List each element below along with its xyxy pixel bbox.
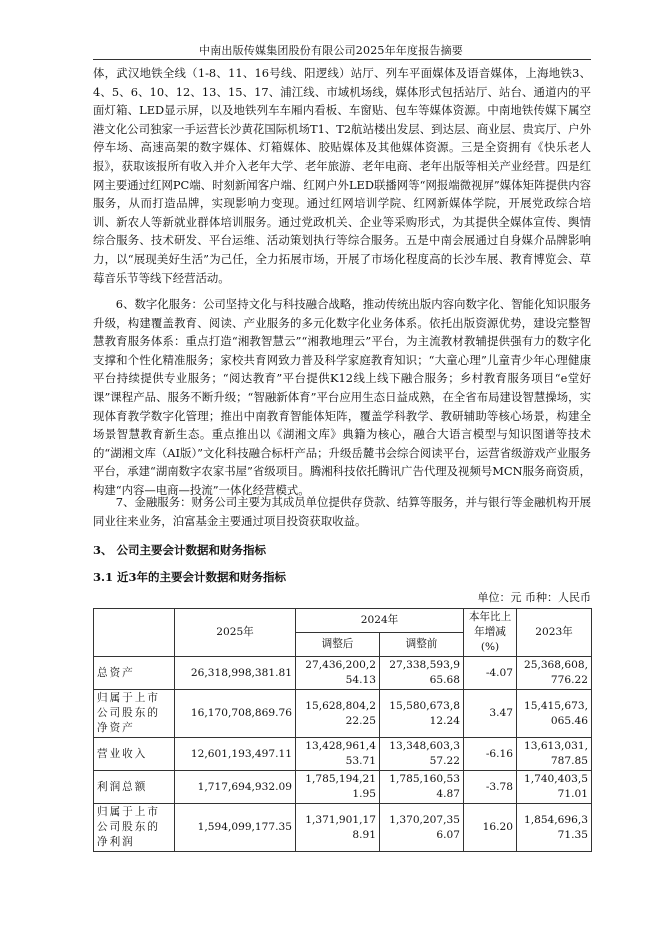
table-row xyxy=(94,657,592,690)
cell-2024-adjusted: 15,628,804,222.25 xyxy=(296,690,380,738)
table-row xyxy=(94,771,592,804)
header-2025: 2025年 xyxy=(175,609,296,657)
financial-indicators-table xyxy=(93,608,592,852)
cell-2025: 1,717,694,932.09 xyxy=(175,771,296,804)
cell-2025: 16,170,708,869.76 xyxy=(175,690,296,738)
header-2023: 2023年 xyxy=(517,609,592,657)
cell-2025: 1,594,099,177.35 xyxy=(175,804,296,852)
row-label: 归属于上市公司股东的净资产 xyxy=(94,690,175,738)
cell-yoy: 3.47 xyxy=(464,690,517,738)
subsection-title: 3.1 近3年的主要会计数据和财务指标 xyxy=(93,570,287,584)
row-label: 营业收入 xyxy=(94,738,175,771)
cell-yoy: -6.16 xyxy=(464,738,517,771)
unit-currency-label: 单位：元 币种：人民币 xyxy=(477,591,591,604)
cell-2023: 1,740,403,571.01 xyxy=(517,771,592,804)
cell-2024-adjusted: 1,785,194,211.95 xyxy=(296,771,380,804)
cell-2024-adjusted: 1,371,901,178.91 xyxy=(296,804,380,852)
header-blank-cell xyxy=(94,609,175,657)
row-label: 利润总额 xyxy=(94,771,175,804)
page-header-title: 中南出版传媒集团股份有限公司2025年年度报告摘要 xyxy=(199,44,463,57)
cell-yoy: -4.07 xyxy=(464,657,517,690)
cell-2024-before: 15,580,673,812.24 xyxy=(380,690,464,738)
table-header-row xyxy=(94,609,592,633)
paragraph-digital-services: 6、数字化服务：公司坚持文化与科技融合战略，推动传统出版内容向数字化、智能化知识服务升级，构建覆盖教育、阅读、产业服务的多元化数字化业务体系。依托出版资源优势，建设完整智慧教育服务体系：重点打造“湘教智慧云”“湘教地理云”平台，为主流教材教辅提供强有力的数字化支撑和个性化精准服务；家校共育网致力普及科学家庭教育知识；“大童心理”儿童青少年心理健康平台持续提供专业服务；“阅达教育”平台提供K12线上线下融合服务；乡村教育服务项目“e堂好课”课程产品、服务不断升级；“智融新体育”平台应用生态日益成熟，在全省布局建设智慧操场，实现体育教学数字化管理；推出中南教育智能体矩阵，覆盖学科教学、教研辅助等核心场景，构建全场景智慧教育新生态。重点推出以《湖湘文库》典籍为核心，融合大语言模型与知识图谱等技术的“湖湘文库（AI版）”文化科技融合标杆产品；升级岳麓书会综合阅读平台，运营省级游戏产业服务平台，承建“湖南数字农家书屋”省级项目。腾湘科技依托腾讯广告代理及视频号MCN服务商资质，构建“内容—电商—投流”一体化经营模式。 xyxy=(93,297,591,497)
paragraph-financial-services: 7、金融服务：财务公司主要为其成员单位提供存贷款、结算等服务，并与银行等金融机构开展同业往来业务，泊富基金主要通过项目投资获取收益。 xyxy=(93,495,591,528)
header-divider xyxy=(93,59,591,60)
cell-yoy: -3.78 xyxy=(464,771,517,804)
header-2024: 2024年 xyxy=(296,609,464,633)
header-before-adjustment: 调整前 xyxy=(380,633,464,657)
cell-2024-adjusted: 27,436,200,254.13 xyxy=(296,657,380,690)
paragraph-media-resources: 体，武汉地铁全线（1-8、11、16号线、阳逻线）站厅、列车平面媒体及语音媒体，上海地铁3、4、5、6、10、12、13、15、17、浦江线、市域机场线，媒体形式包括站厅、站台、通道内的平面灯箱、LED显示屏，以及地铁列车车厢内看板、车窗贴、包车等媒体资源。中南地铁传媒下属空港文化公司独家一手运营长沙黄花国际机场T1、T2航站楼出发层、到达层、商业层、贵宾厅、户外停车场、高速高架的数字媒体、灯箱媒体、胶贴媒体及其他媒体资源。三是全资拥有《快乐老人报》，获取该报所有收入并介入老年大学、老年旅游、老年电商、老年出版等相关产业经营。四是红网主要通过红网PC端、时刻新闻客户端、红网户外LED联播网等“网报端微视屏”媒体矩阵提供内容服务，从而打造品牌，实现影响力变现。通过红网培训学院、红网新媒体学院，开展党政综合培训、新农人等新就业群体培训服务。通过党政机关、企业等采购形式，为其提供全媒体宣传、舆情综合服务、技术研发、平台运维、活动策划执行等综合服务。五是中南会展通过自身媒介品牌影响力，以“展现美好生活”为己任，全力拓展市场，开展了市场化程度高的长沙车展、教育博览会、草莓音乐节等线下经营活动。 xyxy=(93,66,591,285)
header-yoy-change: 本年比上年增减(%) xyxy=(464,609,517,657)
cell-2025: 26,318,998,381.81 xyxy=(175,657,296,690)
table-row xyxy=(94,804,592,852)
header-adjusted: 调整后 xyxy=(296,633,380,657)
row-label: 归属于上市公司股东的净利润 xyxy=(94,804,175,852)
cell-2023: 1,854,696,371.35 xyxy=(517,804,592,852)
cell-2025: 12,601,193,497.11 xyxy=(175,738,296,771)
cell-2023: 25,368,608,776.22 xyxy=(517,657,592,690)
cell-yoy: 16.20 xyxy=(464,804,517,852)
row-label: 总资产 xyxy=(94,657,175,690)
cell-2024-before: 1,785,160,534.87 xyxy=(380,771,464,804)
cell-2024-before: 13,348,603,357.22 xyxy=(380,738,464,771)
cell-2023: 15,415,673,065.46 xyxy=(517,690,592,738)
cell-2024-before: 1,370,207,356.07 xyxy=(380,804,464,852)
cell-2023: 13,613,031,787.85 xyxy=(517,738,592,771)
section-title: 3、 公司主要会计数据和财务指标 xyxy=(93,543,267,557)
cell-2024-adjusted: 13,428,961,453.71 xyxy=(296,738,380,771)
cell-2024-before: 27,338,593,965.68 xyxy=(380,657,464,690)
table-row xyxy=(94,738,592,771)
table-row xyxy=(94,690,592,738)
